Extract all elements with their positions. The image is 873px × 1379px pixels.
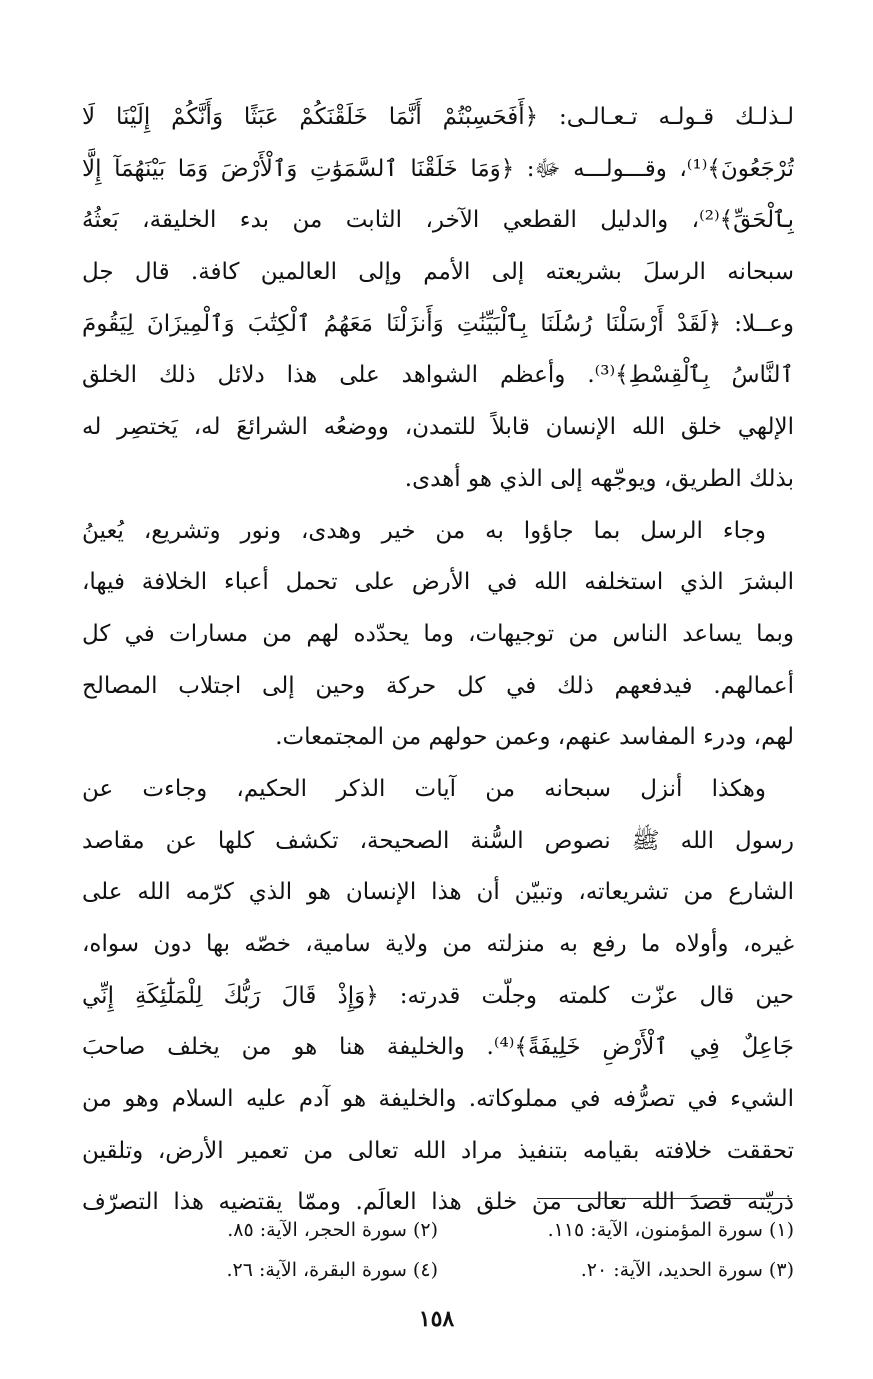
text-line: جَاعِلٌ فِي ٱلْأَرْضِ خَلِيفَةً﴾⁽⁴⁾. والخليفة هنا هو من يخلف صاحبَ — [82, 1034, 794, 1061]
text-line: سبحانه الرسلَ بشريعته إلى الأمم وإلى العالمين كافة. قال جل — [82, 259, 794, 286]
text-line: بذلك الطريق، ويوجّهه إلى الذي هو أهدى. — [404, 465, 794, 492]
text-line: غيره، وأولاه ما رفع به منزلته من ولاية سامية، خصّه بها دون سواه، — [82, 931, 794, 957]
footnote-1: (١) سورة المؤمنون، الآية: ١١٥. — [547, 1219, 794, 1241]
text-line: ذريّته قصدَ الله تعالى من خلق هذا العالَم. وممّا يقتضيه هذا التصرّف — [82, 1189, 794, 1216]
text-line: وهكذا أنزل سبحانه من آيات الذكر الحكيم، وجاءت عن — [82, 775, 766, 802]
footnote-3: (٣) سورة الحديد، الآية: ٢٠. — [580, 1259, 794, 1281]
footnote-row — [82, 1250, 794, 1290]
paragraph-3 — [82, 764, 794, 1229]
text-line: وبما يساعد الناس من توجيهات، وما يحدّده لهم من مسارات في كل — [82, 620, 794, 647]
text-line: لهم، ودرء المفاسد عنهم، وعمن حولهم من المجتمعات. — [275, 724, 794, 751]
page-number: ١٥٨ — [418, 1306, 455, 1332]
footnote-2: (٢) سورة الحجر، الآية: ٨٥. — [227, 1219, 438, 1241]
text-line: ٱلنَّاسُ بِٱلْقِسْطِ﴾⁽³⁾. وأعظم الشواهد على هذا دلائل ذلك الخلق — [82, 362, 794, 389]
text-line: الشيء في تصرُّفه في مملوكاته. والخليفة هو آدم عليه السلام وهو من — [82, 1086, 794, 1113]
text-line: تحققت خلافته بقيامه بتنفيذ مراد الله تعالى من تعمير الأرض، وتلقين — [82, 1137, 794, 1164]
text-line: بِٱلْحَقِّ﴾⁽²⁾، والدليل القطعي الآخر، الثابت من بدء الخليقة، بَعثُهُ — [82, 207, 794, 234]
text-line: وعــلا: ﴿لَقَدْ أَرْسَلْنَا رُسُلَنَا بِٱلْبَيِّنَٰتِ وَأَنزَلْنَا مَعَهُمُ ٱلْكِتَٰبَ وَٱلْمِيزَانَ لِيَقُومَ — [82, 310, 794, 337]
text-line: وجاء الرسل بما جاؤوا به من خير وهدى، ونور وتشريع، يُعينُ — [82, 517, 766, 544]
footnote-4: (٤) سورة البقرة، الآية: ٢٦. — [226, 1259, 438, 1281]
text-line: لـذلـك قـولـه تـعـالـى: ﴿أَفَحَسِبْتُمْ أَنَّمَا خَلَقْنَكُمْ عَبَثًا وَأَنَّكُمْ إِلَيْنَا لَا — [82, 104, 794, 130]
text-line: حين قال عزّت كلمته وجلّت قدرته: ﴿وَإِذْ قَالَ رَبُّكَ لِلْمَلَٰٓئِكَةِ إِنِّي — [82, 982, 794, 1009]
text-line: البشرَ الذي استخلفه الله في الأرض على تحمل أعباء الخلافة فيها، — [82, 569, 794, 596]
footnotes — [82, 1210, 794, 1290]
text-line: رسول الله ﷺ نصوص السُّنة الصحيحة، تكشف كلها عن مقاصد — [82, 827, 794, 854]
paragraph-2 — [82, 506, 794, 764]
text-line: تُرْجَعُونَ﴾⁽¹⁾، وقـــولـــه ﷻ: ﴿وَمَا خَلَقْنَا ٱلسَّمَوَٰتِ وَٱلْأَرْضَ وَمَا بَيْنَهُمَآ إِلَّا — [82, 155, 794, 182]
footnote-divider — [537, 1198, 792, 1199]
paragraph-1 — [82, 92, 794, 506]
footnote-row — [82, 1210, 794, 1250]
text-line: الشارع من تشريعاته، وتبيّن أن هذا الإنسان هو الذي كرّمه الله على — [82, 879, 794, 906]
text-line: أعمالهم. فيدفعهم ذلك في كل حركة وحين إلى اجتلاب المصالح — [82, 672, 794, 699]
text-line: الإلهي خلق الله الإنسان قابلاً للتمدن، ووضعُه الشرائعَ له، يَختصِر له — [82, 414, 794, 441]
main-text — [82, 92, 794, 1229]
